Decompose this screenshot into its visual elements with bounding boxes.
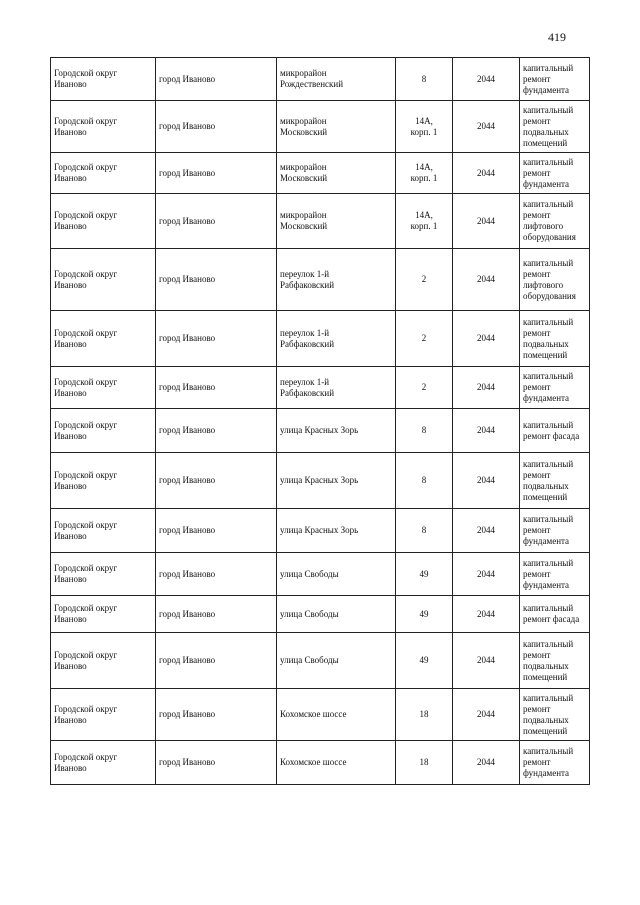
cell-work-type-line: помещений <box>523 491 568 502</box>
cell-work-type-line: ремонт <box>523 568 551 579</box>
cell-okrug <box>51 367 156 409</box>
cell-work-type <box>520 153 590 194</box>
cell-okrug <box>51 596 156 633</box>
cell-work-type-line: капитальный <box>523 199 574 209</box>
cell-okrug-line: Иваново <box>54 79 87 89</box>
cell-work-type-line: подвальных <box>523 714 569 725</box>
cell-gorod: город Иваново <box>156 633 277 689</box>
cell-okrug-line: Иваново <box>54 279 87 290</box>
table-row <box>51 311 590 367</box>
cell-work-type-line: капитальный <box>523 514 574 524</box>
page-number: 419 <box>548 30 566 44</box>
cell-gorod: город Иваново <box>156 101 277 153</box>
cell-street <box>277 58 396 101</box>
cell-work-type-line: капитальный <box>523 104 574 115</box>
table-body <box>51 58 590 785</box>
cell-year: 2044 <box>453 194 520 249</box>
cell-okrug-line: Городской округ <box>54 115 118 126</box>
cell-okrug <box>51 249 156 311</box>
cell-work-type-line: ремонт <box>523 210 551 220</box>
cell-work-type-line: ремонт <box>523 327 551 338</box>
cell-work-type-line: ремонт <box>523 268 551 279</box>
cell-year: 2044 <box>453 101 520 153</box>
cell-house <box>396 633 453 689</box>
cell-street-line: микрорайон <box>280 115 327 126</box>
cell-work-type-line: помещений <box>523 137 568 148</box>
table-row <box>51 367 590 409</box>
cell-street-line: улица Свободы <box>280 655 339 665</box>
cell-year: 2044 <box>453 367 520 409</box>
cell-work-type-line: капитальный <box>523 419 574 430</box>
cell-work-type <box>520 249 590 311</box>
cell-house-line: 2 <box>421 333 427 343</box>
cell-house <box>396 689 453 741</box>
cell-work-type-line: капитальный <box>523 156 574 167</box>
cell-street-line: микрорайон <box>280 210 327 220</box>
cell-work-type-line: подвальных <box>523 480 569 491</box>
cell-okrug <box>51 101 156 153</box>
cell-work-type <box>520 409 590 453</box>
cell-okrug-line: Иваново <box>54 173 87 183</box>
cell-okrug <box>51 553 156 596</box>
table-row <box>51 553 590 596</box>
cell-house-line: 18 <box>419 757 429 767</box>
cell-house <box>396 553 453 596</box>
cell-work-type-line: капитальный <box>523 371 574 381</box>
cell-year: 2044 <box>453 249 520 311</box>
cell-okrug-line: Иваново <box>54 530 87 541</box>
cell-work-type-line: ремонт <box>523 703 551 714</box>
cell-gorod: город Иваново <box>156 194 277 249</box>
cell-year: 2044 <box>453 58 520 101</box>
cell-street-line: микрорайон <box>280 162 327 172</box>
cell-work-type-line: фундамента <box>523 579 570 590</box>
cell-gorod: город Иваново <box>156 509 277 553</box>
cell-okrug <box>51 453 156 509</box>
cell-street <box>277 553 396 596</box>
cell-street-line: микрорайон <box>280 68 327 78</box>
cell-street-line: Рабфаковский <box>280 387 335 398</box>
table-row <box>51 741 590 785</box>
housing-repair-table <box>50 57 590 785</box>
cell-house-line: 2 <box>421 274 427 284</box>
cell-work-type <box>520 596 590 633</box>
cell-okrug <box>51 633 156 689</box>
cell-work-type-line: ремонт <box>523 525 551 535</box>
cell-work-type <box>520 101 590 153</box>
cell-year: 2044 <box>453 311 520 367</box>
cell-okrug <box>51 409 156 453</box>
cell-house <box>396 453 453 509</box>
cell-okrug-line: Иваново <box>54 480 87 491</box>
cell-work-type-line: ремонт <box>523 649 551 660</box>
cell-house-line: 14А, <box>415 162 433 172</box>
cell-house-line: 14А, <box>415 210 433 220</box>
cell-okrug-line: Иваново <box>54 762 87 773</box>
cell-gorod: город Иваново <box>156 453 277 509</box>
cell-work-type <box>520 509 590 553</box>
cell-work-type-line: ремонт фасада <box>523 430 580 441</box>
cell-work-type-line: фундамента <box>523 768 570 778</box>
cell-work-type-line: капитальный <box>523 62 574 73</box>
cell-work-type <box>520 58 590 101</box>
cell-work-type-line: подвальных <box>523 126 569 137</box>
cell-street <box>277 194 396 249</box>
cell-street-line: улица Красных Зорь <box>280 525 359 535</box>
cell-street-line: Рабфаковский <box>280 338 335 349</box>
cell-year: 2044 <box>453 633 520 689</box>
cell-gorod: город Иваново <box>156 553 277 596</box>
cell-okrug <box>51 311 156 367</box>
cell-work-type-line: фундамента <box>523 393 570 403</box>
cell-work-type-line: ремонт <box>523 382 551 392</box>
table-row <box>51 194 590 249</box>
cell-house-line: 8 <box>421 425 427 435</box>
cell-okrug-line: Городской округ <box>54 649 118 660</box>
cell-street-line: переулок 1-й <box>280 268 330 279</box>
cell-okrug-line: Городской округ <box>54 376 118 387</box>
cell-year: 2044 <box>453 689 520 741</box>
cell-year: 2044 <box>453 153 520 194</box>
cell-year: 2044 <box>453 596 520 633</box>
cell-street <box>277 249 396 311</box>
cell-work-type-line: ремонт <box>523 167 551 178</box>
cell-work-type-line: капитальный <box>523 603 574 613</box>
cell-work-type-line: фундамента <box>523 536 570 546</box>
cell-work-type-line: фундамента <box>523 84 570 95</box>
cell-work-type <box>520 453 590 509</box>
cell-okrug-line: Иваново <box>54 714 87 725</box>
cell-work-type-line: капитальный <box>523 458 574 469</box>
cell-work-type-line: ремонт фасада <box>523 614 580 624</box>
cell-house-line: 49 <box>419 608 429 619</box>
cell-street-line: Рабфаковский <box>280 279 335 290</box>
cell-work-type-line: подвальных <box>523 338 569 349</box>
cell-house <box>396 249 453 311</box>
table-row <box>51 453 590 509</box>
cell-okrug <box>51 153 156 194</box>
cell-work-type-line: капитальный <box>523 557 574 568</box>
table-row <box>51 58 590 101</box>
cell-work-type <box>520 741 590 785</box>
cell-okrug-line: Иваново <box>54 430 87 441</box>
cell-work-type-line: ремонт <box>523 115 551 126</box>
cell-street <box>277 153 396 194</box>
cell-house <box>396 101 453 153</box>
cell-work-type-line: оборудования <box>523 290 576 301</box>
cell-okrug <box>51 58 156 101</box>
cell-street <box>277 596 396 633</box>
cell-work-type-line: помещений <box>523 725 568 736</box>
cell-gorod: город Иваново <box>156 367 277 409</box>
cell-work-type-line: ремонт <box>523 757 551 767</box>
cell-house-line: 49 <box>419 655 429 665</box>
cell-gorod: город Иваново <box>156 689 277 741</box>
cell-gorod: город Иваново <box>156 596 277 633</box>
table-row <box>51 689 590 741</box>
cell-street <box>277 409 396 453</box>
cell-year: 2044 <box>453 453 520 509</box>
cell-street-line: улица Красных Зорь <box>280 475 359 485</box>
cell-year: 2044 <box>453 509 520 553</box>
cell-okrug-line: Городской округ <box>54 162 118 172</box>
cell-street-line: Кохомское шоссе <box>280 709 347 719</box>
cell-work-type-line: помещений <box>523 671 568 682</box>
cell-okrug-line: Иваново <box>54 387 87 398</box>
cell-street-line: переулок 1-й <box>280 376 330 387</box>
cell-street-line: Московский <box>280 221 328 231</box>
cell-okrug-line: Городской округ <box>54 751 118 762</box>
cell-house <box>396 153 453 194</box>
cell-work-type <box>520 633 590 689</box>
cell-work-type-line: помещений <box>523 349 568 360</box>
cell-gorod: город Иваново <box>156 741 277 785</box>
cell-house-line: корп. 1 <box>410 221 438 231</box>
cell-work-type-line: ремонт <box>523 73 551 84</box>
cell-house <box>396 194 453 249</box>
cell-okrug-line: Городской округ <box>54 419 118 430</box>
cell-street-line: Московский <box>280 126 328 137</box>
cell-street-line: улица Красных Зорь <box>280 425 359 435</box>
cell-okrug-line: Иваново <box>54 221 87 231</box>
cell-street <box>277 453 396 509</box>
table-row <box>51 249 590 311</box>
cell-house-line: 8 <box>421 73 427 84</box>
cell-street-line: улица Свободы <box>280 608 339 619</box>
cell-house <box>396 367 453 409</box>
cell-okrug-line: Городской округ <box>54 563 118 573</box>
cell-gorod: город Иваново <box>156 311 277 367</box>
cell-work-type-line: капитальный <box>523 692 574 703</box>
cell-okrug-line: Иваново <box>54 574 87 584</box>
cell-gorod: город Иваново <box>156 249 277 311</box>
cell-year: 2044 <box>453 409 520 453</box>
cell-work-type-line: лифтового <box>523 221 564 231</box>
cell-okrug-line: Иваново <box>54 126 87 137</box>
cell-work-type <box>520 367 590 409</box>
table-row <box>51 633 590 689</box>
cell-street <box>277 101 396 153</box>
table-row <box>51 596 590 633</box>
cell-street <box>277 367 396 409</box>
cell-house <box>396 509 453 553</box>
cell-house <box>396 58 453 101</box>
cell-okrug-line: Иваново <box>54 660 87 671</box>
cell-okrug <box>51 741 156 785</box>
cell-street-line: Московский <box>280 173 328 183</box>
cell-okrug <box>51 509 156 553</box>
cell-house-line: 8 <box>421 475 427 485</box>
cell-work-type-line: ремонт <box>523 469 551 480</box>
cell-street <box>277 741 396 785</box>
cell-work-type-line: лифтового <box>523 279 564 290</box>
cell-gorod: город Иваново <box>156 153 277 194</box>
cell-work-type-line: капитальный <box>523 316 574 327</box>
cell-work-type-line: фундамента <box>523 178 570 189</box>
cell-street <box>277 689 396 741</box>
cell-street <box>277 311 396 367</box>
cell-work-type-line: капитальный <box>523 257 574 268</box>
cell-house-line: 2 <box>421 382 427 392</box>
cell-work-type <box>520 194 590 249</box>
cell-okrug-line: Иваново <box>54 614 87 624</box>
cell-year: 2044 <box>453 553 520 596</box>
cell-house-line: 14А, <box>415 115 433 126</box>
table-row <box>51 101 590 153</box>
cell-work-type-line: капитальный <box>523 638 574 649</box>
cell-house-line: корп. 1 <box>410 173 438 183</box>
cell-house-line: 49 <box>419 568 429 579</box>
table-row <box>51 153 590 194</box>
cell-street <box>277 509 396 553</box>
cell-street-line: Рождественский <box>280 79 344 89</box>
cell-gorod: город Иваново <box>156 409 277 453</box>
cell-year: 2044 <box>453 741 520 785</box>
cell-okrug-line: Городской округ <box>54 268 118 279</box>
cell-street-line: Кохомское шоссе <box>280 757 347 767</box>
cell-okrug-line: Городской округ <box>54 210 118 220</box>
cell-okrug <box>51 194 156 249</box>
cell-work-type-line: оборудования <box>523 232 576 242</box>
table-row <box>51 409 590 453</box>
cell-work-type <box>520 553 590 596</box>
cell-house-line: 8 <box>421 525 427 535</box>
table-row <box>51 509 590 553</box>
cell-house <box>396 311 453 367</box>
cell-okrug-line: Городской округ <box>54 68 118 78</box>
cell-house-line: 18 <box>419 709 429 719</box>
cell-work-type <box>520 311 590 367</box>
cell-okrug-line: Иваново <box>54 338 87 349</box>
cell-gorod: город Иваново <box>156 58 277 101</box>
cell-okrug-line: Городской округ <box>54 603 118 613</box>
cell-okrug-line: Городской округ <box>54 327 118 338</box>
cell-okrug <box>51 689 156 741</box>
cell-street <box>277 633 396 689</box>
cell-house <box>396 596 453 633</box>
cell-street-line: переулок 1-й <box>280 327 330 338</box>
cell-okrug-line: Городской округ <box>54 519 118 530</box>
cell-okrug-line: Городской округ <box>54 469 118 480</box>
cell-okrug-line: Городской округ <box>54 703 118 714</box>
cell-street-line: улица Свободы <box>280 568 339 579</box>
cell-house <box>396 409 453 453</box>
cell-work-type-line: подвальных <box>523 660 569 671</box>
cell-work-type <box>520 689 590 741</box>
cell-house-line: корп. 1 <box>410 126 438 137</box>
cell-work-type-line: капитальный <box>523 746 574 756</box>
cell-house <box>396 741 453 785</box>
